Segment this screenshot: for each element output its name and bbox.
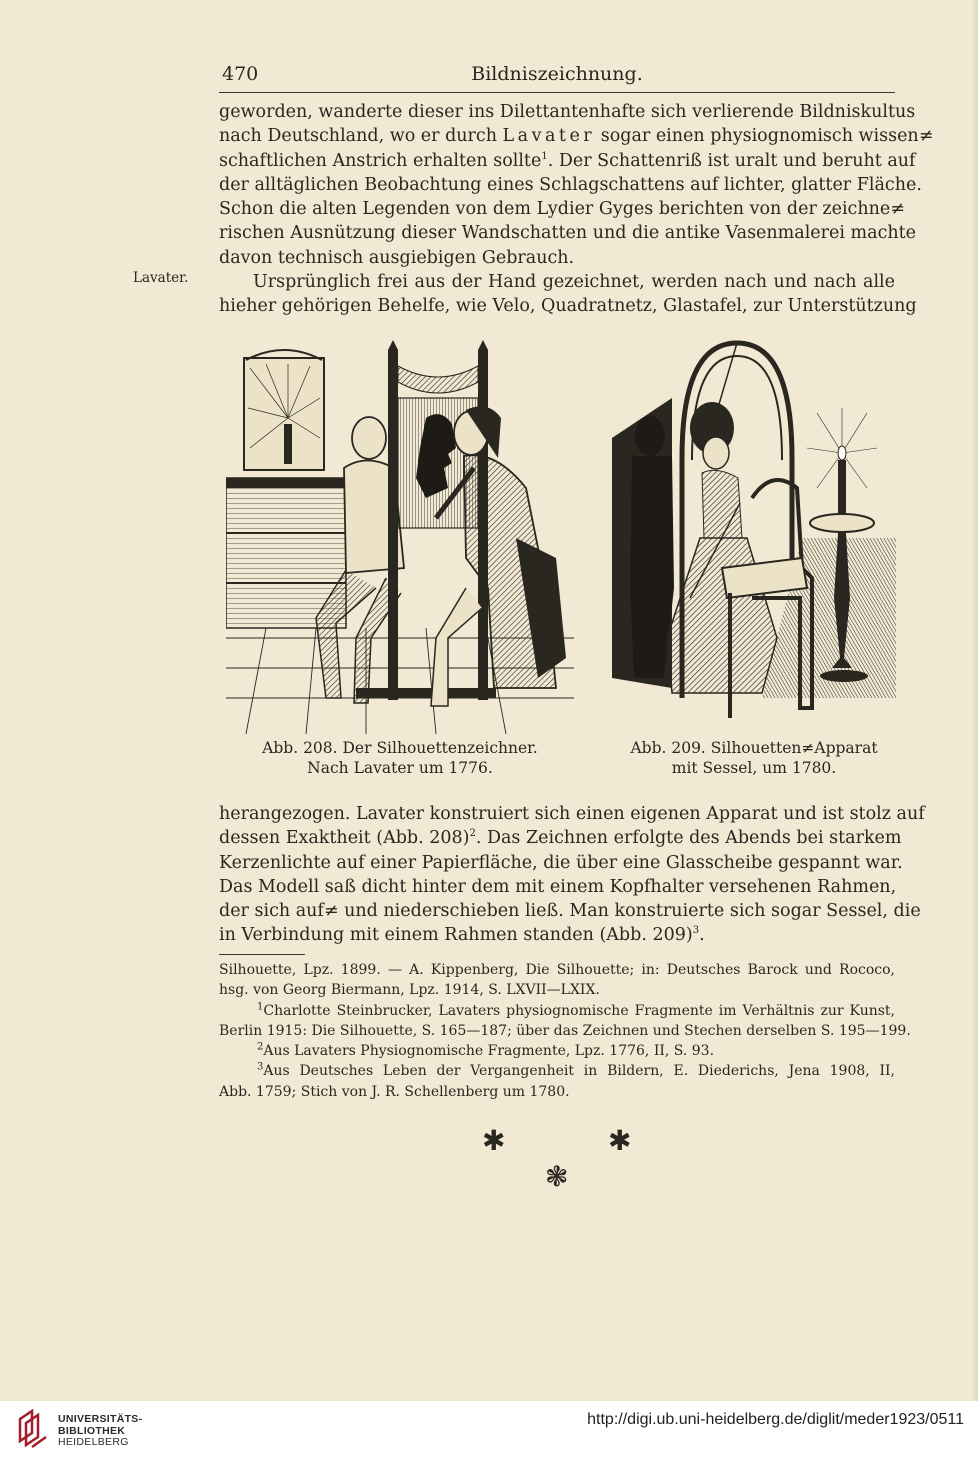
footnote-3: $^3$Aus Deutsches Leben der Vergangenheit in Bildern, E. Diederichs, Jena 1908, II, xyxy=(257,1061,895,1080)
footnote-line: Berlin 1915: Die Silhouette, S. 165—187; über das Zeichnen und Stechen derselben S. 195—199. xyxy=(219,1022,911,1039)
footnote-ref[interactable]: 3 xyxy=(692,925,700,937)
footnote-ref[interactable]: 1 xyxy=(541,150,548,162)
caption-line: Nach Lavater um 1776. xyxy=(307,759,493,777)
ornament-asterisk-icon: ✱ xyxy=(482,1124,506,1157)
caption-line: mit Sessel, um 1780. xyxy=(671,759,837,777)
page-edge xyxy=(972,0,978,1469)
running-title: Bildniszeichnung. xyxy=(471,63,643,85)
footnote-2: $^2$Aus Lavaters Physiognomische Fragmente, Lpz. 1776, II, S. 93. xyxy=(257,1041,715,1060)
text-line: Kerzenlichte auf einer Papierfläche, die über eine Glasscheibe gespannt war. xyxy=(219,852,903,873)
silhouette-apparatus-engraving xyxy=(612,338,896,718)
text-line: geworden, wanderte dieser ins Dilettantenhafte sich verlierende Bildniskultus xyxy=(219,102,916,122)
footnote-line: Abb. 1759; Stich von J. R. Schellenberg um 1780. xyxy=(219,1083,570,1100)
library-name[interactable]: UNIVERSITÄTS- BIBLIOTHEK HEIDELBERG xyxy=(58,1413,143,1448)
footnote-rule xyxy=(219,954,305,955)
text-line: herangezogen. Lavater konstruiert sich einen eigenen Apparat und ist stolz auf xyxy=(219,804,925,824)
paragraph-3 xyxy=(219,802,925,948)
figure-208 xyxy=(226,338,574,734)
caption-line: Abb. 208. Der Silhouettenzeichner. xyxy=(262,739,538,757)
text-line: nach Deutschland, wo er durch Lavater sogar einen physiognomisch wissen≠ xyxy=(219,126,934,147)
footnotes xyxy=(219,960,911,1102)
footnote-1: $^1$Charlotte Steinbrucker, Lavaters physiognomische Fragmente im Verhältnis zur Kunst, xyxy=(257,1000,895,1019)
text-line: Schon die alten Legenden von dem Lydier Gyges berichten von der zeichne≠ xyxy=(219,199,905,220)
paragraph-2 xyxy=(219,270,917,319)
footnote-line: hsg. von Georg Biermann, Lpz. 1914, S. LXVII—LXIX. xyxy=(219,982,600,999)
library-logo-icon[interactable] xyxy=(12,1407,54,1449)
text-line: der alltäglichen Beobachtung eines Schlagschattens auf lichter, glatter Fläche. xyxy=(219,174,922,195)
text-line: der sich auf≠ und niederschieben ließ. Man konstruierte sich sogar Sessel, die xyxy=(219,901,921,922)
text-line: schaftlichen Anstrich erhalten sollte$^1$. Der Schattenriß ist uralt und beruht auf xyxy=(219,150,916,171)
figure-208-caption xyxy=(226,738,574,778)
ornament-flower-icon: ❃ xyxy=(545,1160,569,1193)
ornament-asterisk-icon: ✱ xyxy=(608,1124,632,1157)
text-line: davon technisch ausgiebigen Gebrauch. xyxy=(219,247,575,268)
footnote-line: Silhouette, Lpz. 1899. — A. Kippenberg, Die Silhouette; in: Deutsches Barock und Rococo, xyxy=(219,962,895,978)
page-number: 470 xyxy=(222,63,259,85)
caption-line: Abb. 209. Silhouetten≠Apparat xyxy=(630,739,878,757)
figure-209-caption xyxy=(612,738,896,778)
footnote-ref[interactable]: 2 xyxy=(469,828,476,840)
text-line: hieher gehörigen Behelfe, wie Velo, Quadratnetz, Glastafel, zur Unterstützung xyxy=(219,296,917,317)
margin-note: Lavater. xyxy=(133,270,189,286)
silhouette-drawer-engraving xyxy=(226,338,574,734)
text-line: Ursprünglich frei aus der Hand gezeichnet, werden nach und nach alle xyxy=(253,272,895,292)
text-line: Das Modell saß dicht hinter dem mit einem Kopfhalter versehenen Rahmen, xyxy=(219,876,897,897)
paragraph-1 xyxy=(219,100,934,270)
text-line: rischen Ausnützung dieser Wandschatten und die antike Vasenmalerei machte xyxy=(219,223,917,244)
figure-209 xyxy=(612,338,896,718)
text-line: dessen Exaktheit (Abb. 208)$^2$. Das Zeichnen erfolgte des Abends bei starkem xyxy=(219,828,902,849)
permalink-url[interactable]: http://digi.ub.uni-heidelberg.de/diglit/meder1923/0511 xyxy=(587,1411,964,1428)
running-header xyxy=(219,60,895,93)
name-lavater: Lavater xyxy=(502,126,596,147)
text-line: in Verbindung mit einem Rahmen standen (Abb. 209)$^3$. xyxy=(219,925,705,946)
